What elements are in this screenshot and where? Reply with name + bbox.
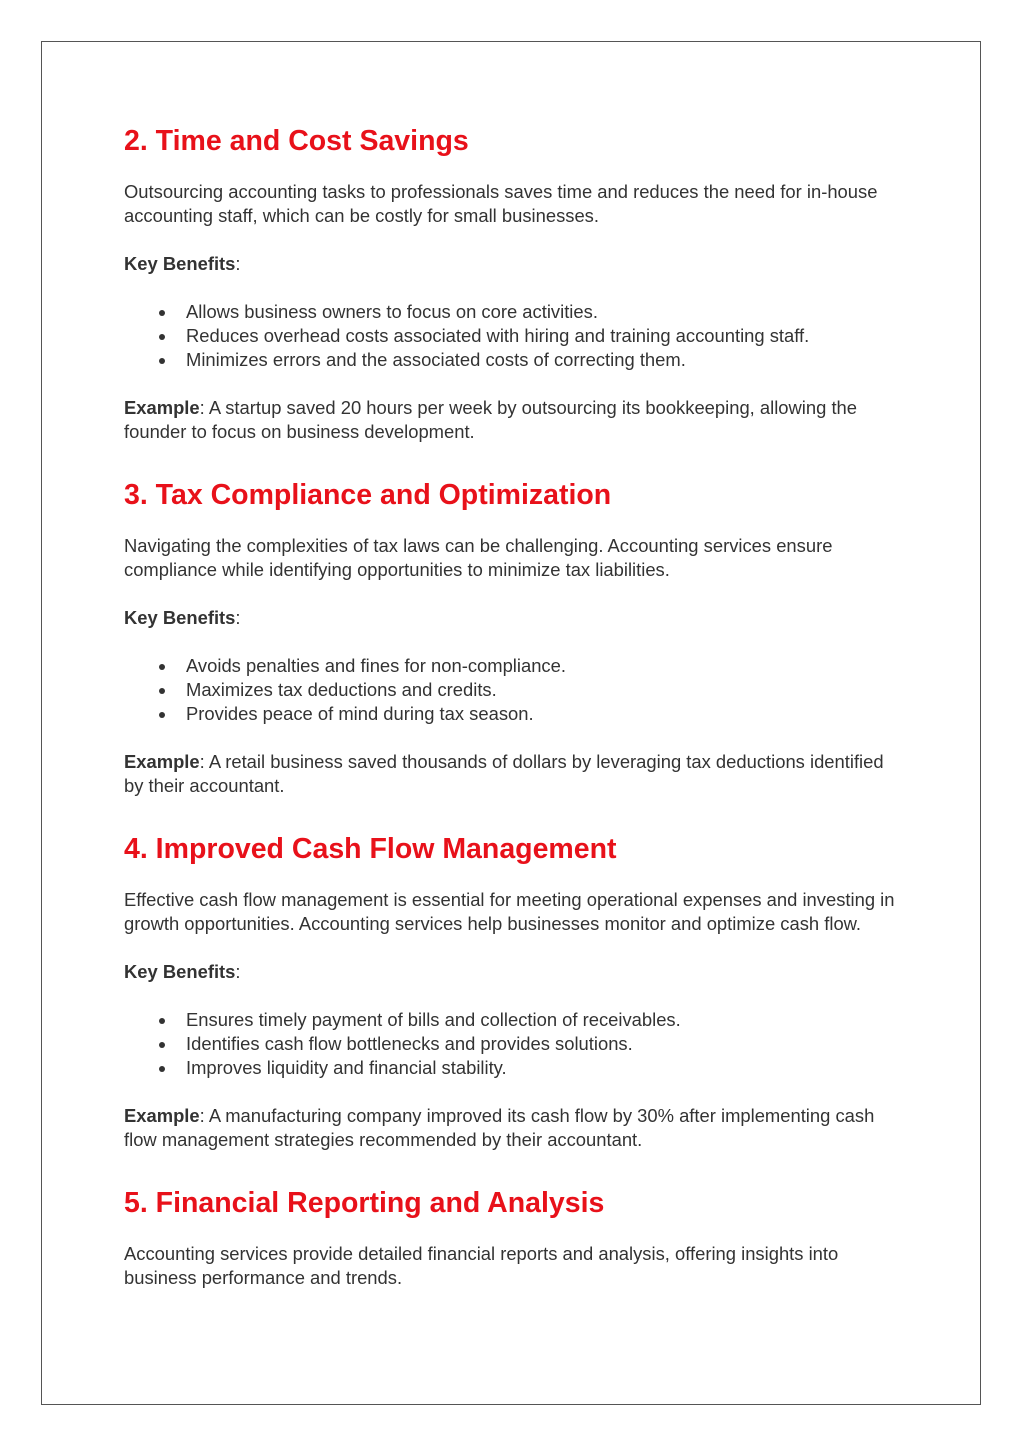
list-item xyxy=(124,348,899,372)
key-benefits-label: Key Benefits: xyxy=(124,961,241,982)
example-text: : A startup saved 20 hours per week by outsourcing its bookkeeping, allowing the founder to focus on business development. xyxy=(124,397,858,442)
key-benefits-bold: Key Benefits xyxy=(124,961,236,982)
benefit-text: Reduces overhead costs associated with hiring and training accounting staff. xyxy=(186,325,810,346)
example-paragraph xyxy=(124,1104,899,1152)
benefit-text: Minimizes errors and the associated costs of correcting them. xyxy=(186,349,686,370)
list-item xyxy=(124,1032,899,1056)
list-item xyxy=(124,654,899,678)
bullet-icon xyxy=(159,688,165,694)
bullet-icon xyxy=(159,334,165,340)
benefit-list xyxy=(124,654,899,726)
list-item xyxy=(124,1056,899,1080)
example-label: Example xyxy=(124,397,200,418)
example-paragraph xyxy=(124,396,899,444)
document-content xyxy=(124,120,899,1290)
benefit-text: Maximizes tax deductions and credits. xyxy=(186,679,497,700)
bullet-icon xyxy=(159,1018,165,1024)
section-time-cost-savings xyxy=(124,120,899,444)
bullet-icon xyxy=(159,358,165,364)
section-paragraph: Accounting services provide detailed financial reports and analysis, offering insights into business performance and trends. xyxy=(124,1243,839,1288)
benefit-text: Allows business owners to focus on core activities. xyxy=(186,301,598,322)
section-paragraph: Navigating the complexities of tax laws can be challenging. Accounting services ensure compliance while identifying opportunities to minimize tax liabilities. xyxy=(124,535,833,580)
key-benefits-bold: Key Benefits xyxy=(124,607,236,628)
benefit-text: Avoids penalties and fines for non-compliance. xyxy=(186,655,566,676)
key-benefits-label: Key Benefits: xyxy=(124,607,241,628)
bullet-icon xyxy=(159,664,165,670)
benefit-text: Improves liquidity and financial stability. xyxy=(186,1057,507,1078)
benefit-text: Identifies cash flow bottlenecks and provides solutions. xyxy=(186,1033,633,1054)
example-label: Example xyxy=(124,751,200,772)
example-paragraph xyxy=(124,750,899,798)
section-cash-flow xyxy=(124,828,899,1152)
benefit-text: Ensures timely payment of bills and collection of receivables. xyxy=(186,1009,681,1030)
list-item xyxy=(124,678,899,702)
benefit-text: Provides peace of mind during tax season. xyxy=(186,703,534,724)
key-benefits-label: Key Benefits: xyxy=(124,253,241,274)
example-label: Example xyxy=(124,1105,200,1126)
benefit-list xyxy=(124,1008,899,1080)
bullet-icon xyxy=(159,1042,165,1048)
section-paragraph: Outsourcing accounting tasks to professionals saves time and reduces the need for in-house accounting staff, which can be costly for small businesses. xyxy=(124,181,878,226)
section-tax-compliance xyxy=(124,474,899,798)
section-paragraph: Effective cash flow management is essential for meeting operational expenses and investing in growth opportunities. Accounting services help businesses monitor and optimize cash flow. xyxy=(124,889,895,934)
example-text: : A manufacturing company improved its cash flow by 30% after implementing cash flow management strategies recommended by their accountant. xyxy=(124,1105,875,1150)
section-heading: 5. Financial Reporting and Analysis xyxy=(124,1187,605,1219)
section-financial-reporting xyxy=(124,1182,899,1290)
bullet-icon xyxy=(159,712,165,718)
bullet-icon xyxy=(159,310,165,316)
section-heading: 3. Tax Compliance and Optimization xyxy=(124,479,612,511)
example-text: : A retail business saved thousands of dollars by leveraging tax deductions identified by their accountant. xyxy=(124,751,884,796)
key-benefits-bold: Key Benefits xyxy=(124,253,236,274)
section-heading: 2. Time and Cost Savings xyxy=(124,125,469,157)
section-heading: 4. Improved Cash Flow Management xyxy=(124,833,617,865)
list-item xyxy=(124,1008,899,1032)
list-item xyxy=(124,300,899,324)
list-item xyxy=(124,324,899,348)
list-item xyxy=(124,702,899,726)
benefit-list xyxy=(124,300,899,372)
bullet-icon xyxy=(159,1066,165,1072)
